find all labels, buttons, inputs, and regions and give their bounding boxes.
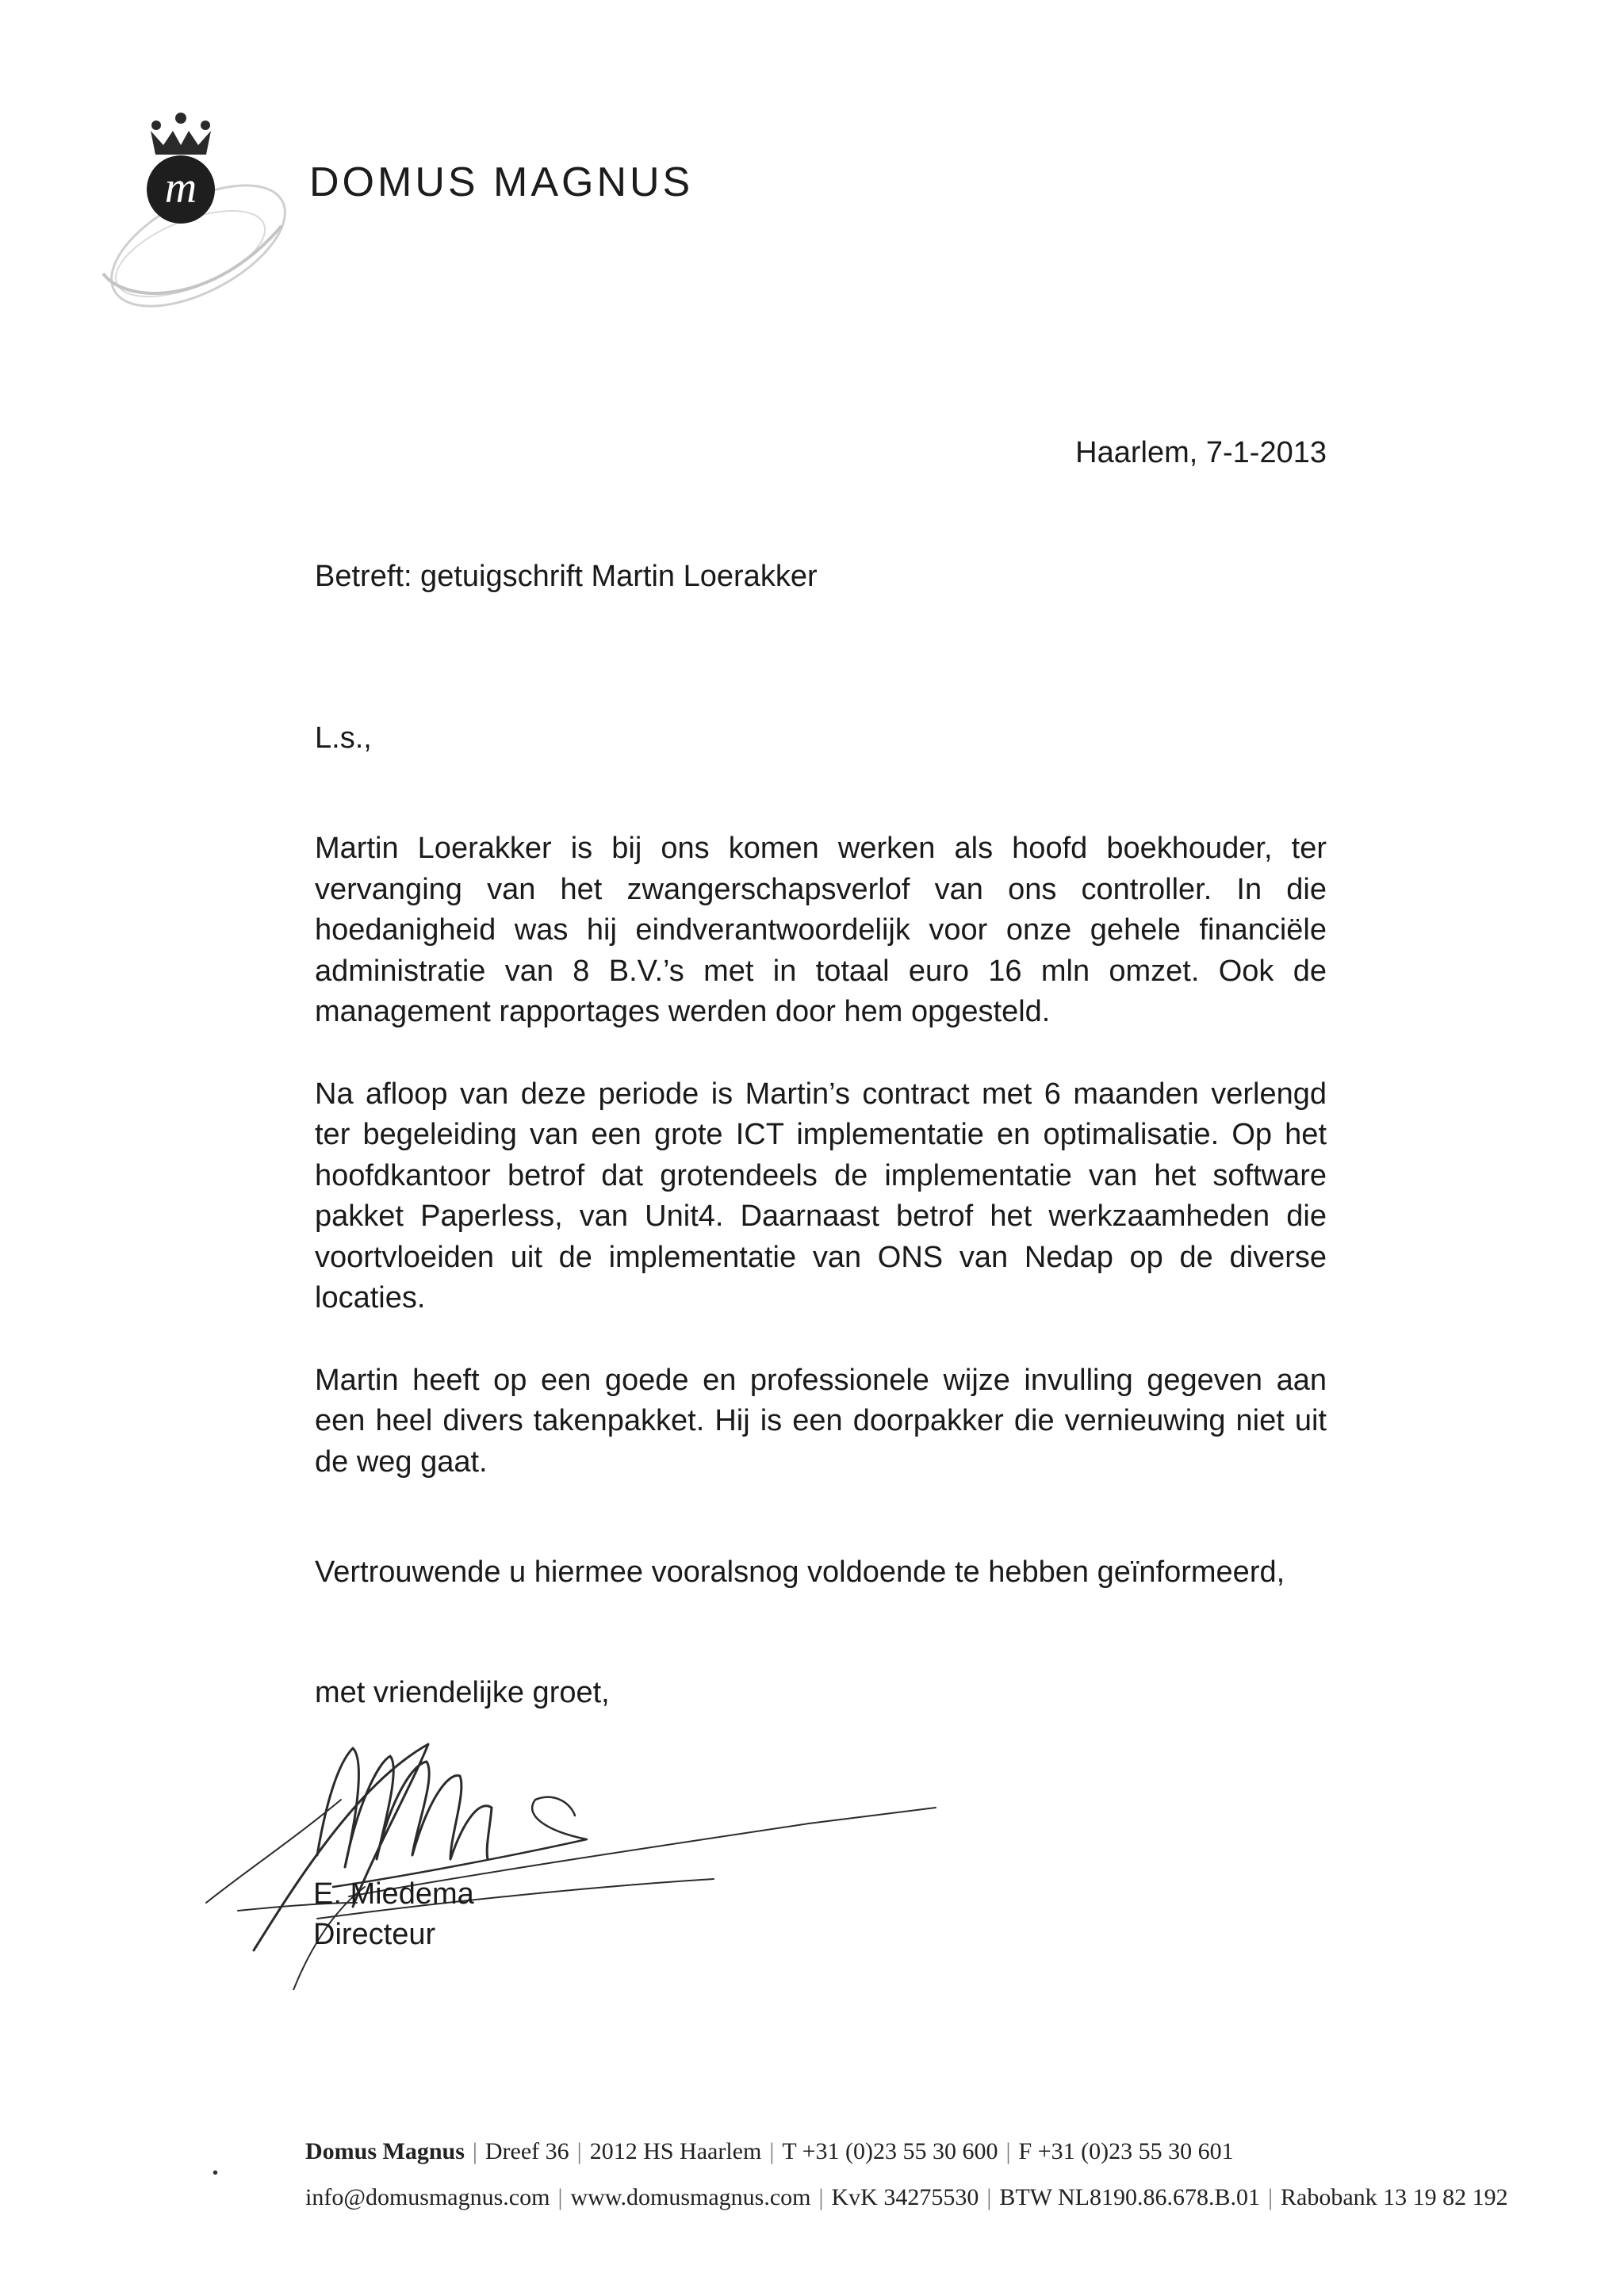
footer-btw: BTW NL8190.86.678.B.01 <box>999 2184 1260 2210</box>
footer-separator: | <box>1267 2184 1273 2210</box>
footer-separator: | <box>818 2184 824 2210</box>
footer-fax: F +31 (0)23 55 30 601 <box>1018 2138 1234 2164</box>
footer-bank: Rabobank 13 19 82 192 <box>1281 2184 1508 2210</box>
letter-footer <box>305 2129 1508 2221</box>
letter-body <box>315 828 1327 1594</box>
salutation: L.s., <box>315 721 372 755</box>
scan-mark: • <box>213 2164 219 2182</box>
body-paragraph: Martin Loerakker is bij ons komen werken als hoofd boekhouder, ter vervanging van het zwangerschapsverlof van ons controller. In die hoedanigheid was hij eindverantwoordelijk voor onze gehele financiële administratie van 8 B.V.’s met in totaal euro 16 mln omzet. Ook de management rapportages werden door hem opgesteld. <box>315 832 1327 1028</box>
body-paragraph: Martin heeft op een goede en professionele wijze invulling gegeven aan een heel divers takenpakket. Hij is een doorpakker die vernieuwing niet uit de weg gaat. <box>315 1363 1327 1479</box>
footer-address: Dreef 36 <box>485 2138 569 2164</box>
signer-title: Directeur <box>313 1918 436 1951</box>
greeting: met vriendelijke groet, <box>315 1676 610 1709</box>
footer-website: www.domusmagnus.com <box>570 2184 811 2210</box>
footer-email: info@domusmagnus.com <box>305 2184 550 2210</box>
subject-line: Betreft: getuigschrift Martin Loerakker <box>315 560 818 593</box>
handwritten-signature-icon <box>174 1689 967 1990</box>
signer-name: E. Miedema <box>313 1877 474 1911</box>
footer-line-2 <box>305 2175 1508 2221</box>
body-paragraph: Na afloop van deze periode is Martin’s contract met 6 maanden verlengd ter begeleiding van een grote ICT implementatie en optimalisatie. Op het hoofdkantoor betrof dat grotendeels de implementatie van het software pakket Paperless, van Unit4. Daarnaast betrof het werkzaamheden die voortvloeiden uit de implementatie van ONS van Nedap op de diverse locaties. <box>315 1077 1327 1314</box>
footer-separator: | <box>1005 2138 1011 2164</box>
logo-letter: m <box>164 163 197 212</box>
footer-separator: | <box>986 2184 992 2210</box>
crowned-m-emblem-icon <box>79 107 301 313</box>
closing-sentence: Vertrouwende u hiermee vooralsnog voldoende te hebben geïnformeerd, <box>315 1556 1285 1589</box>
footer-line-1 <box>305 2129 1508 2175</box>
footer-postal: 2012 HS Haarlem <box>589 2138 762 2164</box>
footer-kvk: KvK 34275530 <box>831 2184 979 2210</box>
footer-separator: | <box>472 2138 477 2164</box>
footer-company: Domus Magnus <box>305 2138 465 2164</box>
footer-phone: T +31 (0)23 55 30 600 <box>782 2138 998 2164</box>
company-name: DOMUS MAGNUS <box>309 159 694 205</box>
footer-separator: | <box>557 2184 563 2210</box>
signer-block <box>313 1874 474 1955</box>
footer-separator: | <box>576 2138 582 2164</box>
footer-separator: | <box>769 2138 775 2164</box>
letter-date: Haarlem, 7-1-2013 <box>1075 436 1327 469</box>
